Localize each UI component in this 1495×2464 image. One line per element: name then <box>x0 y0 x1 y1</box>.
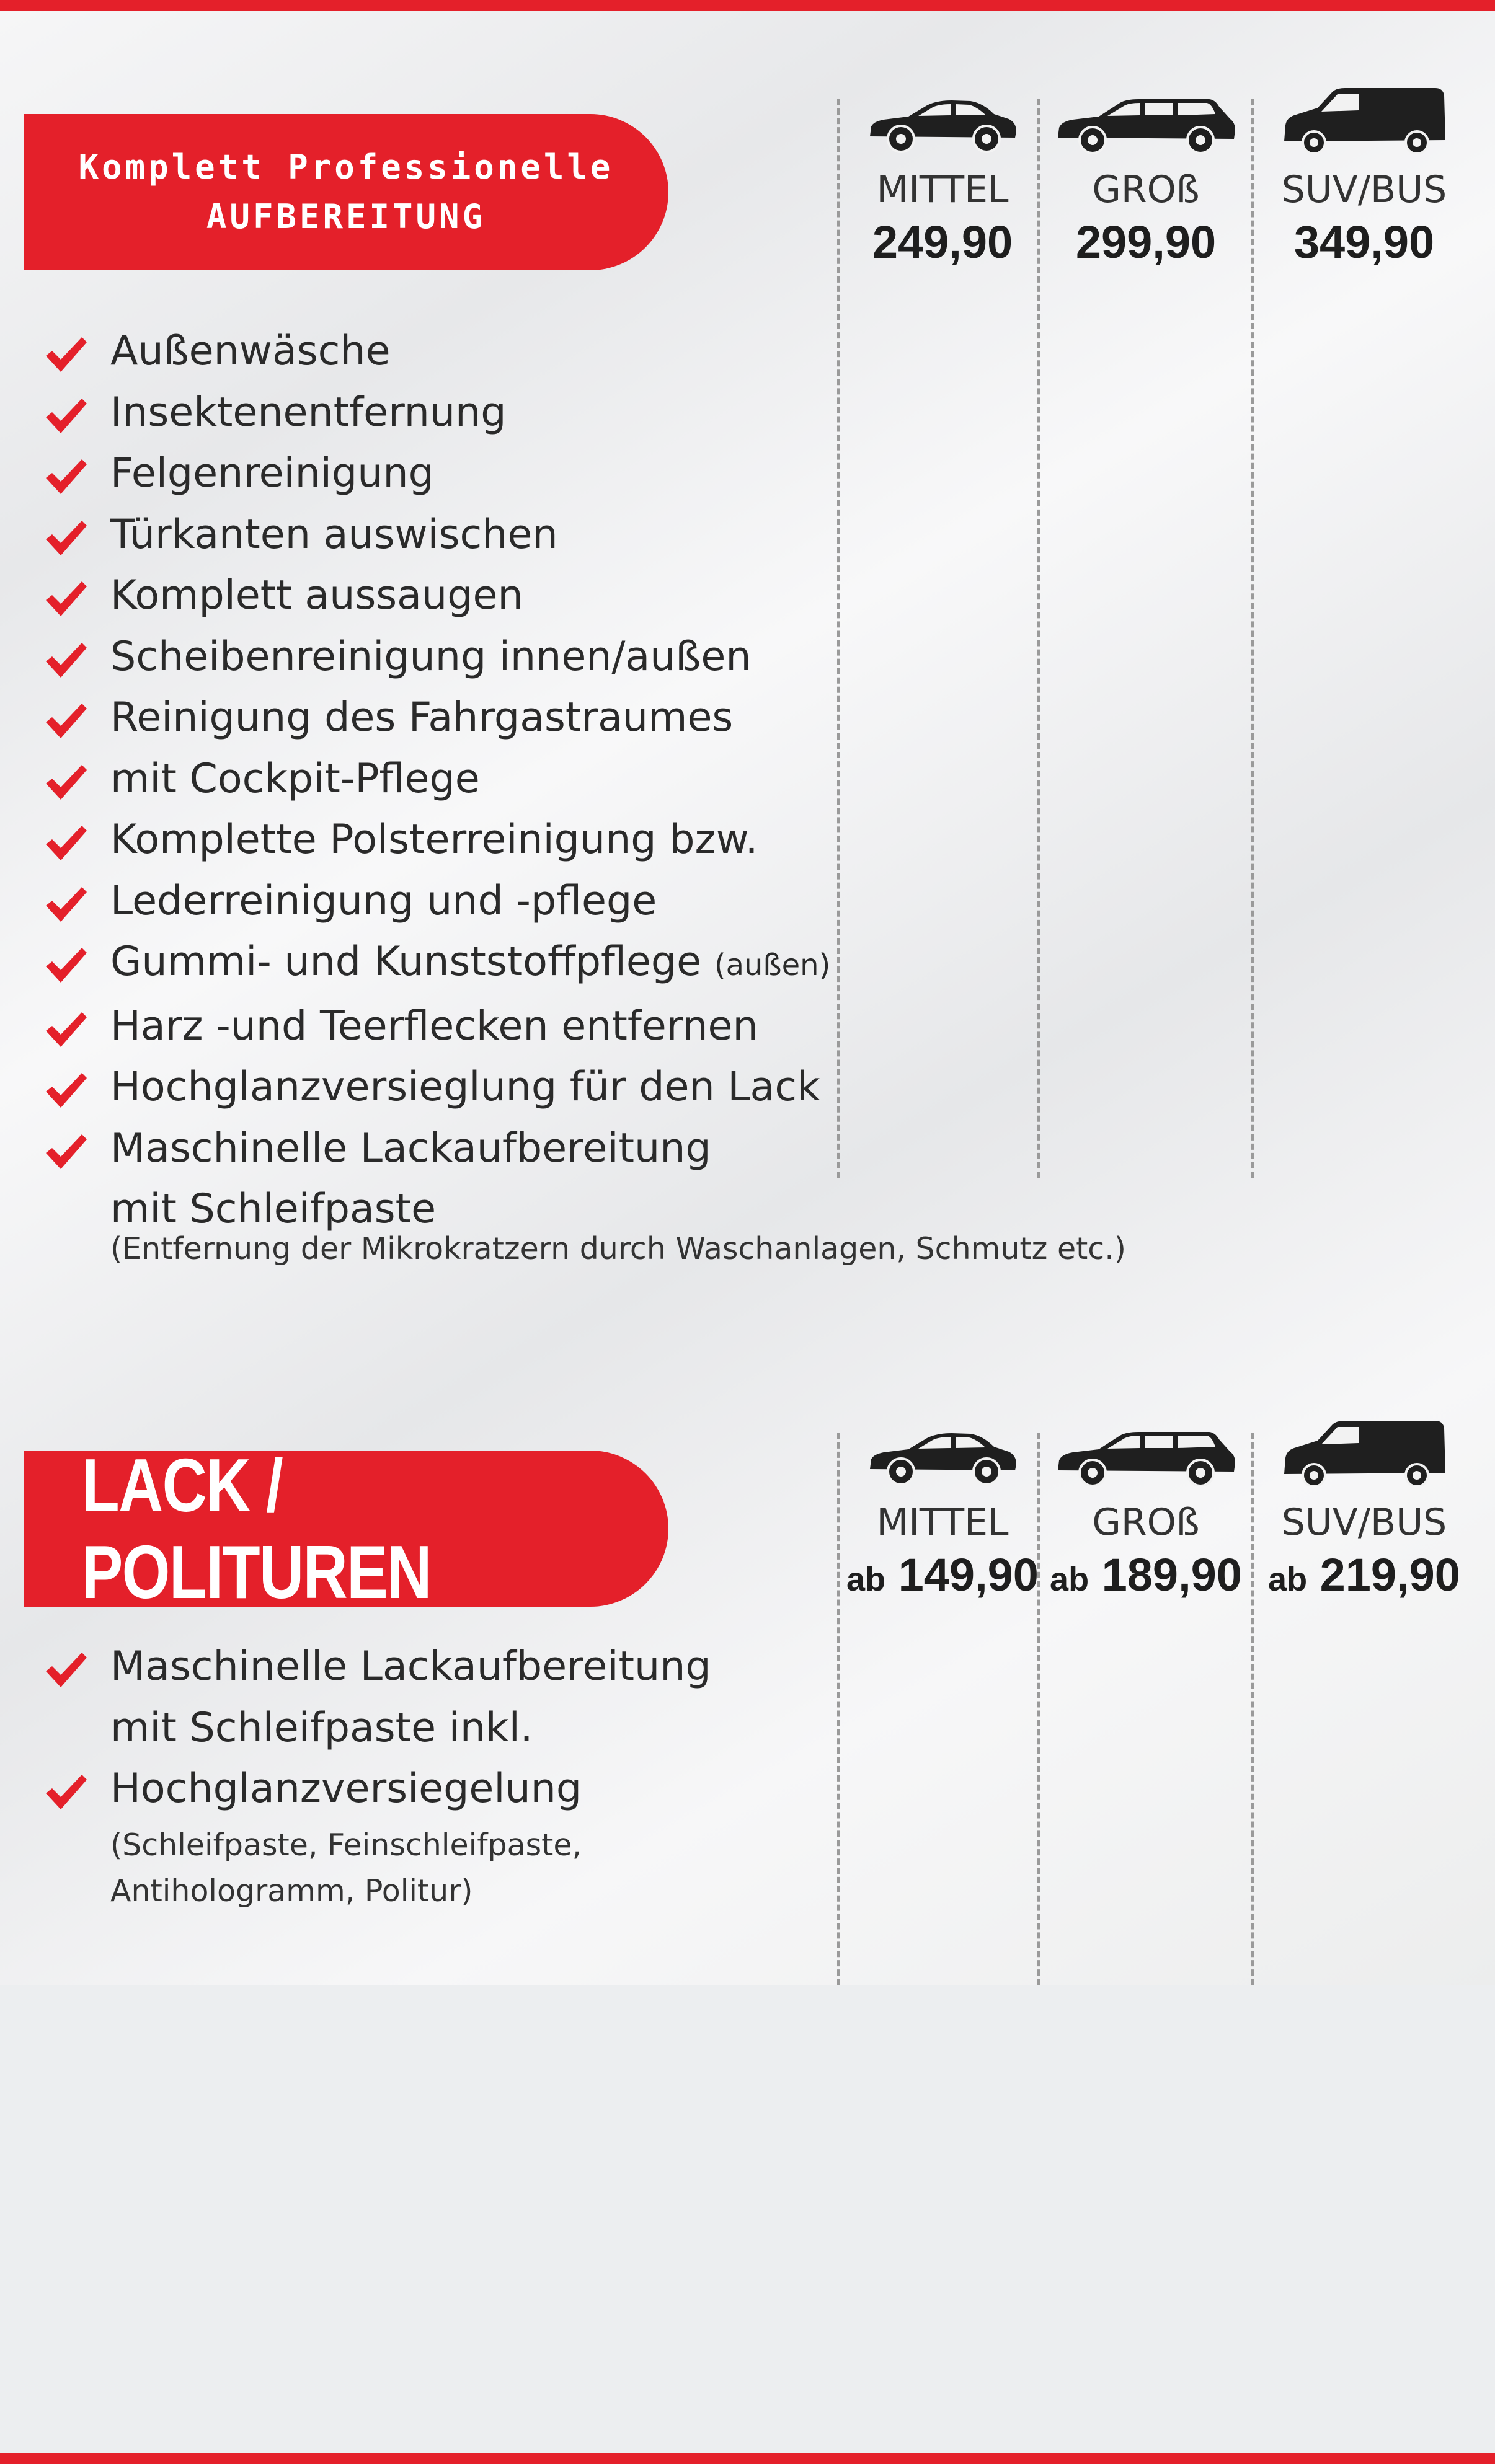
checkmark-icon <box>43 762 88 802</box>
checkmark-icon <box>43 640 88 680</box>
checkmark-icon <box>43 1071 88 1110</box>
price-prefix: ab <box>1268 1561 1308 1598</box>
list-item: Komplette Polsterreinigung bzw. <box>43 810 830 871</box>
price-value: ab 219,90 <box>1268 1549 1460 1601</box>
list-item: Hochglanzversieglung für den Lack <box>43 1057 830 1118</box>
section-title-line1: Komplett Professionelle <box>78 148 614 187</box>
section-title-banner <box>24 114 668 270</box>
checkmark-icon <box>43 396 88 436</box>
price-column-mittel <box>840 1424 1045 1607</box>
list-item: Türkanten auswischen <box>43 505 830 566</box>
section-komplett-aufbereitung <box>0 11 1495 1300</box>
van-icon <box>1280 1418 1448 1486</box>
section-title-line2: AUFBEREITUNG <box>206 197 486 236</box>
list-item: Maschinelle Lackaufbereitung mit Schleifpaste <box>43 1118 830 1240</box>
list-item: Insektenentfernung <box>43 382 830 444</box>
price-value: 249,90 <box>872 216 1013 268</box>
checkmark-icon <box>43 1132 88 1172</box>
price-column-suv-bus <box>1262 92 1466 270</box>
item-continuation: mit Schleifpaste <box>110 1186 437 1232</box>
checkmark-icon <box>43 1010 88 1049</box>
service-list <box>43 321 830 1240</box>
sedan-car-icon <box>865 1424 1020 1486</box>
item-continuation: mit Schleifpaste inkl. <box>110 1704 533 1751</box>
checkmark-icon <box>43 457 88 497</box>
price-prefix: ab <box>846 1561 886 1598</box>
size-label: GROß <box>1092 1501 1200 1544</box>
price-column-gross <box>1044 1424 1248 1607</box>
price-value: 349,90 <box>1293 216 1435 268</box>
checkmark-icon <box>43 579 88 619</box>
section-lack-polituren <box>0 1420 1495 1990</box>
list-item: Maschinelle Lackaufbereitung mit Schleifpaste inkl. <box>43 1636 711 1759</box>
list-item: Felgenreinigung <box>43 443 830 505</box>
list-item: Reinigung des Fahrgastraumes <box>43 687 830 749</box>
size-label: MITTEL <box>876 168 1009 211</box>
size-label: SUV/BUS <box>1281 168 1447 211</box>
price-value: 299,90 <box>1075 216 1217 268</box>
sedan-car-icon <box>865 92 1020 154</box>
list-item: Harz -und Teerflecken entfernen <box>43 996 830 1058</box>
list-item: Scheibenreinigung innen/außen <box>43 627 830 688</box>
checkmark-icon <box>43 823 88 863</box>
size-label: SUV/BUS <box>1281 1501 1447 1544</box>
service-list <box>43 1636 711 1820</box>
section-title-banner <box>24 1443 668 1614</box>
price-prefix: ab <box>1050 1561 1089 1598</box>
list-item: Hochglanzversiegelung <box>43 1759 711 1820</box>
size-label: MITTEL <box>876 1501 1009 1544</box>
item-qualifier: (außen) <box>714 948 831 983</box>
price-column-mittel <box>840 92 1045 270</box>
checkmark-icon <box>43 335 88 374</box>
size-label: GROß <box>1092 168 1200 211</box>
footnote: (Entfernung der Mikrokratzern durch Waschanlagen, Schmutz etc.) <box>110 1231 1126 1266</box>
list-item: mit Cockpit-Pflege <box>43 749 830 810</box>
list-item: Lederreinigung und -pflege <box>43 871 830 932</box>
bottom-accent-bar <box>0 2453 1495 2464</box>
price-column-gross <box>1044 92 1248 270</box>
footnote-line1: (Schleifpaste, Feinschleifpaste, <box>110 1827 582 1863</box>
checkmark-icon <box>43 1772 88 1812</box>
list-item: Gummi- und Kunststoffpflege (außen) <box>43 932 830 996</box>
station-wagon-icon <box>1053 92 1239 154</box>
column-divider <box>1251 1433 1254 1985</box>
price-value: ab 149,90 <box>846 1549 1039 1601</box>
checkmark-icon <box>43 885 88 924</box>
price-value: ab 189,90 <box>1050 1549 1242 1601</box>
section-title: LACK / POLITUREN <box>81 1443 431 1614</box>
column-divider <box>1251 99 1254 1178</box>
price-column-suv-bus <box>1262 1424 1466 1607</box>
checkmark-icon <box>43 518 88 558</box>
footnote-line2: Antihologramm, Politur) <box>110 1873 473 1909</box>
checkmark-icon <box>43 945 88 985</box>
list-item: Komplett aussaugen <box>43 565 830 627</box>
checkmark-icon <box>43 701 88 741</box>
station-wagon-icon <box>1053 1424 1239 1486</box>
van-icon <box>1280 86 1448 154</box>
checkmark-icon <box>43 1650 88 1690</box>
top-accent-bar <box>0 0 1495 11</box>
list-item: Außenwäsche <box>43 321 830 382</box>
footnote <box>110 1822 582 1914</box>
